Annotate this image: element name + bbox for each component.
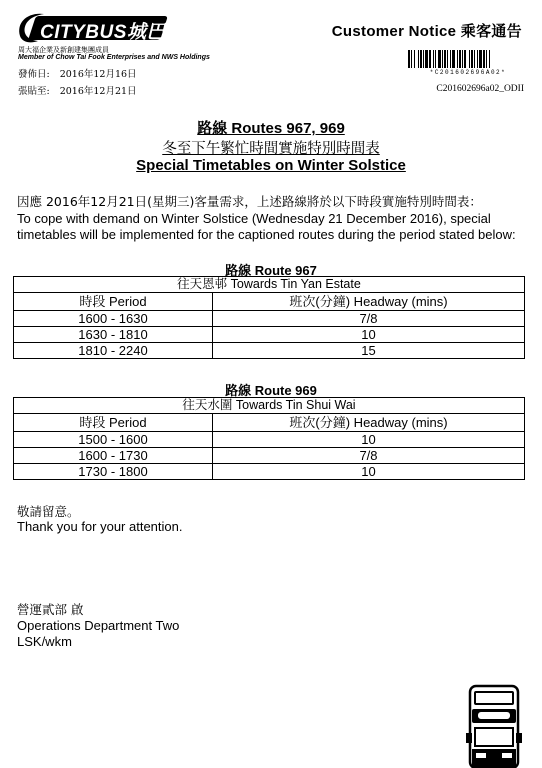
logo-text: CITYBUS城巴 bbox=[40, 22, 166, 43]
intro-cn: 因應 2016年12月21日(星期三)客量需求，上述路線將於以下時段實施特別時間表： bbox=[17, 194, 482, 209]
title-cn: 冬至下午繁忙時間實施特別時間表 bbox=[162, 141, 380, 157]
member-text-en: Member of Chow Tai Fook Enterprises and NWS Holdings bbox=[18, 54, 210, 61]
headway-header: 班次(分鐘) Headway (mins) bbox=[213, 293, 525, 311]
barcode bbox=[408, 50, 526, 68]
route-967-title: 路線 Route 967 bbox=[225, 263, 317, 278]
period-cell: 1730 - 1800 bbox=[14, 464, 213, 480]
route-969-direction: 往天水圍 Towards Tin Shui Wai bbox=[14, 398, 525, 414]
headway-cell: 7/8 bbox=[213, 448, 525, 464]
headway-cell: 10 bbox=[213, 464, 525, 480]
route-969-title: 路線 Route 969 bbox=[225, 383, 317, 398]
period-cell: 1810 - 2240 bbox=[14, 343, 213, 359]
headway-cell: 15 bbox=[213, 343, 525, 359]
route-967-direction: 往天恩邨 Towards Tin Yan Estate bbox=[14, 277, 525, 293]
title-en: Special Timetables on Winter Solstice bbox=[136, 157, 406, 174]
headway-header: 班次(分鐘) Headway (mins) bbox=[213, 414, 525, 432]
citybus-logo bbox=[14, 10, 174, 46]
issue-date-line bbox=[18, 66, 137, 80]
period-cell: 1600 - 1730 bbox=[14, 448, 213, 464]
routes-title: 路線 Routes 967, 969 bbox=[197, 120, 345, 137]
signature-en: Operations Department Two bbox=[17, 618, 180, 633]
member-text-cn: 周大福企業及新創建集團成員 bbox=[18, 46, 109, 54]
period-cell: 1500 - 1600 bbox=[14, 432, 213, 448]
intro-en: To cope with demand on Winter Solstice (Wednesday 21 December 2016), special timetables will be implemented for the captioned routes during the period stated below: bbox=[17, 211, 516, 242]
period-cell: 1600 - 1630 bbox=[14, 311, 213, 327]
table-row bbox=[14, 343, 525, 359]
reference-code: C201602696a02_ODII bbox=[436, 84, 524, 94]
signature-ref: LSK/wkm bbox=[17, 634, 72, 649]
table-row bbox=[14, 448, 525, 464]
headway-cell: 7/8 bbox=[213, 311, 525, 327]
notice-title: Customer Notice 乘客通告 bbox=[331, 23, 522, 40]
issue-label: 發佈日: bbox=[18, 69, 50, 80]
headway-cell: 10 bbox=[213, 432, 525, 448]
closing-cn: 敬請留意。 bbox=[17, 504, 80, 519]
route-967-timetable bbox=[13, 276, 525, 359]
posted-date-line bbox=[18, 83, 137, 97]
period-header: 時段 Period bbox=[14, 414, 213, 432]
table-row bbox=[14, 464, 525, 480]
period-header: 時段 Period bbox=[14, 293, 213, 311]
posted-date: 2016年12月21日 bbox=[59, 86, 137, 97]
route-969-timetable bbox=[13, 397, 525, 480]
double-decker-bus-icon bbox=[464, 683, 524, 768]
barcode-text: *C201602696A02* bbox=[429, 69, 507, 76]
period-cell: 1630 - 1810 bbox=[14, 327, 213, 343]
table-row bbox=[14, 432, 525, 448]
table-row bbox=[14, 311, 525, 327]
issue-date: 2016年12月16日 bbox=[59, 69, 137, 80]
headway-cell: 10 bbox=[213, 327, 525, 343]
closing-en: Thank you for your attention. bbox=[17, 519, 183, 534]
posted-label: 張貼至: bbox=[18, 86, 50, 97]
signature-cn: 營運貳部 啟 bbox=[17, 602, 84, 617]
table-row bbox=[14, 327, 525, 343]
